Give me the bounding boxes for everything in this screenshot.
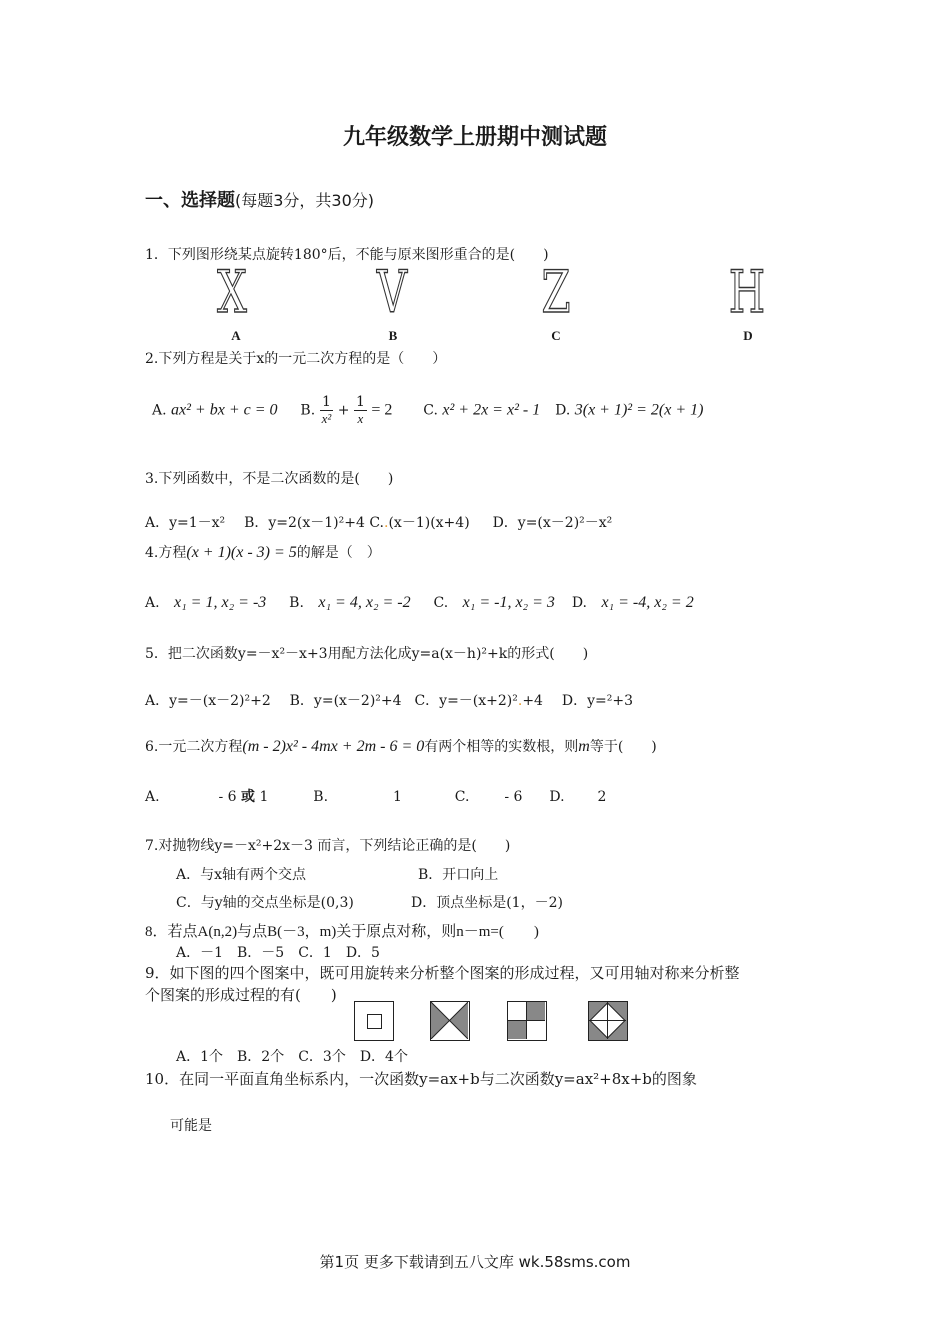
q2-b-frac-2 [354, 394, 367, 427]
question-8-text: 8．若点A(n,2)与点B(－3，m)关于原点对称，则n－m=( ) [145, 924, 539, 940]
q5-option-c-post: +4 [522, 693, 543, 709]
q7-option-d: D．顶点坐标是(1，－2) [411, 895, 563, 911]
q6-a-val1: - 6 [218, 789, 237, 805]
section-heading-label: 一、选择题 [145, 190, 235, 211]
q1-label-b: B [388, 328, 398, 343]
q2-b-num-2: 1 [355, 394, 365, 410]
q2-c-label: C. [423, 402, 438, 419]
q6-a-label: A. [145, 789, 160, 805]
page-footer: 第1页 更多下载请到五八文库 wk.58sms.com [319, 1253, 631, 1271]
q9-options: A．1个 B．2个 C．3个 D．4个 [176, 1049, 408, 1065]
q6-options [145, 786, 606, 806]
pattern-square-in-square [354, 1001, 394, 1041]
question-7-text: 7.对抛物线y=－x²+2x－3 而言，下列结论正确的是( ) [145, 838, 511, 854]
q4-option-b: x₁ = 4, x₂ = -2 [318, 594, 411, 611]
q6-b-val: 1 [392, 789, 402, 805]
q2-b-den-1: x² [321, 411, 332, 426]
q6-variable: m [578, 738, 590, 755]
page-title: 九年级数学上册期中测试题 [342, 125, 607, 150]
q4-option-c: x₁ = -1, x₂ = 3 [462, 594, 555, 611]
q6-middle: 有两个相等的实数根，则 [424, 739, 579, 755]
q4-b-label: B. [289, 595, 304, 611]
q5-option-d: D．y=²+3 [561, 693, 633, 709]
q2-d-expr: 3(x + 1)² = 2(x + 1) [574, 401, 704, 419]
question-3-text: 3.下列函数中，不是二次函数的是( ) [145, 471, 394, 487]
section-heading-note: (每题3分，共30分) [235, 191, 375, 210]
q1-figure-h: H [728, 258, 766, 326]
q4-suffix: 的解是（ ） [296, 545, 381, 561]
q8-options: A．－1 B．－5 C．1 D．5 [176, 945, 380, 961]
q2-b-eq: = 2 [371, 401, 393, 419]
pattern-bowtie-shape [431, 1002, 468, 1039]
q6-equation: (m - 2)x² - 4mx + 2m - 6 = 0 [242, 738, 425, 755]
q2-b-label: B. [300, 402, 316, 419]
q5-option-c-dot: . [517, 693, 523, 709]
q1-label-a: A [231, 328, 241, 343]
q2-a-expr: ax² + bx + c = 0 [171, 401, 278, 419]
q3-option-c-dot: . [384, 515, 389, 531]
q5-options [145, 690, 633, 710]
q7-option-a: A．与x轴有两个交点 [176, 867, 307, 883]
q2-b-num-1: 1 [320, 394, 334, 411]
q5-option-c-pre: C．y=－(x+2)² [414, 693, 518, 709]
question-6-text [145, 736, 657, 756]
q4-option-a: x₁ = 1, x₂ = -3 [174, 594, 267, 611]
question-9-line-2: 个图案的形成过程的有( ) [145, 986, 337, 1004]
question-5-text: 5．把二次函数y=－x²－x+3用配方法化成y=a(x－h)²+k的形式( ) [145, 646, 589, 662]
q2-b-plus: + [337, 402, 350, 419]
question-10-line-1: 10．在同一平面直角坐标系内，一次函数y=ax+b与二次函数y=ax²+8x+b的图象 [145, 1070, 697, 1088]
q3-option-c: (x－1)(x+4) [388, 515, 470, 531]
q2-options [152, 394, 703, 427]
q4-prefix: 4.方程 [145, 545, 187, 561]
q1-figure-v: V [376, 258, 408, 326]
q6-suffix: 等于( ) [589, 739, 657, 755]
q7-option-c: C．与y轴的交点坐标是(0,3) [176, 895, 354, 911]
q4-d-label: D. [571, 595, 587, 611]
q3-option-c-label: C. [369, 515, 385, 531]
q4-a-label: A. [145, 595, 160, 611]
pattern-checker-shape [508, 1002, 545, 1039]
q2-d-label: D. [555, 402, 571, 419]
q2-c-expr: x² + 2x = x² - 1 [442, 401, 541, 419]
q1-figure-x: X [217, 258, 247, 326]
q6-d-val: 2 [597, 789, 607, 805]
q6-c-val: - 6 [504, 789, 523, 805]
q2-b-den-2: x [357, 411, 364, 426]
q1-figure-z: Z [541, 258, 571, 326]
q2-a-label: A. [152, 402, 167, 419]
q6-prefix: 6.一元二次方程 [145, 739, 243, 755]
q6-a-val2: 1 [259, 789, 269, 805]
q4-equation: (x + 1)(x - 3) = 5 [186, 544, 297, 561]
question-9-line-1b: 9．如下图的四个图案中，既可用旋转来分析整个图案的形成过程，又可用轴对称来分析整 [145, 964, 740, 982]
pattern-diamond-cross [588, 1001, 628, 1041]
q3-option-b: B．y=2(x－1)²+4 [244, 515, 365, 531]
q4-options [145, 594, 694, 612]
q1-label-c: C [551, 328, 561, 343]
pattern-checker [507, 1001, 547, 1041]
q4-option-d: x₁ = -4, x₂ = 2 [601, 594, 694, 611]
q3-option-a: A．y=1－x² [145, 515, 226, 531]
q6-c-label: C. [454, 789, 470, 805]
pattern-bowtie [430, 1001, 470, 1041]
q3-option-d: D．y=(x－2)²－x² [492, 515, 613, 531]
question-10-line-2: 可能是 [170, 1118, 212, 1134]
question-4-text [145, 542, 381, 562]
q6-d-label: D. [549, 789, 565, 805]
section-heading [145, 186, 374, 212]
q1-label-d: D [743, 328, 753, 343]
question-2-text: 2.下列方程是关于x的一元二次方程的是（ ） [145, 351, 447, 367]
q6-a-or: 或 [241, 789, 256, 805]
q5-option-a: A．y=－(x－2)²+2 [145, 693, 271, 709]
q3-options [145, 512, 612, 532]
question-1-text: 1．下列图形绕某点旋转180°后，不能与原来图形重合的是( ) [145, 247, 549, 263]
q6-b-label: B. [313, 789, 329, 805]
q5-option-b: B．y=(x－2)²+4 [289, 693, 402, 709]
pattern-inner-square [367, 1014, 382, 1029]
q7-option-b: B．开口向上 [418, 867, 499, 883]
q4-c-label: C. [433, 595, 449, 611]
q2-b-frac-1 [320, 394, 334, 427]
pattern-diamond-cross-shape [589, 1002, 626, 1039]
